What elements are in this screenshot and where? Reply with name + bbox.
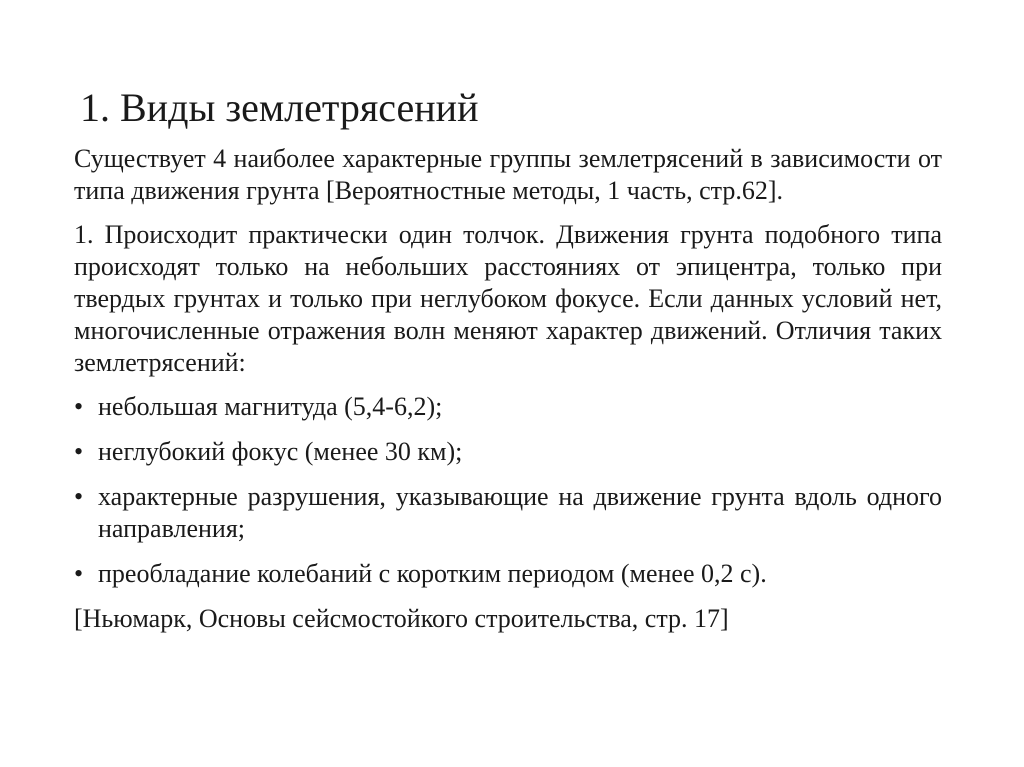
list-item <box>74 391 942 423</box>
slide-content <box>74 143 942 635</box>
bullet-icon: • <box>74 392 84 421</box>
list-item-text: характерные разрушения, указывающие на движение грунта вдоль одного направления; <box>98 482 942 543</box>
list-item-text: небольшая магнитуда (5,4-6,2); <box>98 392 443 421</box>
bullet-icon: • <box>74 482 84 511</box>
list-item <box>74 558 942 590</box>
bullet-icon: • <box>74 437 84 466</box>
slide-title: 1. Виды землетрясений <box>80 85 479 130</box>
reference-citation: [Ньюмарк, Основы сейсмостойкого строительства, стр. 17] <box>74 604 729 633</box>
type1-paragraph: 1. Происходит практически один толчок. Движения грунта подобного типа происходят только на небольших расстояниях от эпицентра, только при твердых грунтах и только при неглубоком фокусе. Если данных условий нет, многочисленные отражения волн меняют характер движений. Отличия таких землетрясений: <box>74 220 942 377</box>
intro-paragraph: Существует 4 наиболее характерные группы землетрясений в зависимости от типа движения грунта [Вероятностные методы, 1 часть, стр.62]. <box>74 144 942 205</box>
list-item <box>74 436 942 468</box>
list-item-text: преобладание колебаний с коротким периодом (менее 0,2 с). <box>98 559 767 588</box>
bullet-icon: • <box>74 559 84 588</box>
list-item <box>74 481 942 545</box>
characteristics-list <box>74 391 942 590</box>
list-item-text: неглубокий фокус (менее 30 км); <box>98 437 463 466</box>
